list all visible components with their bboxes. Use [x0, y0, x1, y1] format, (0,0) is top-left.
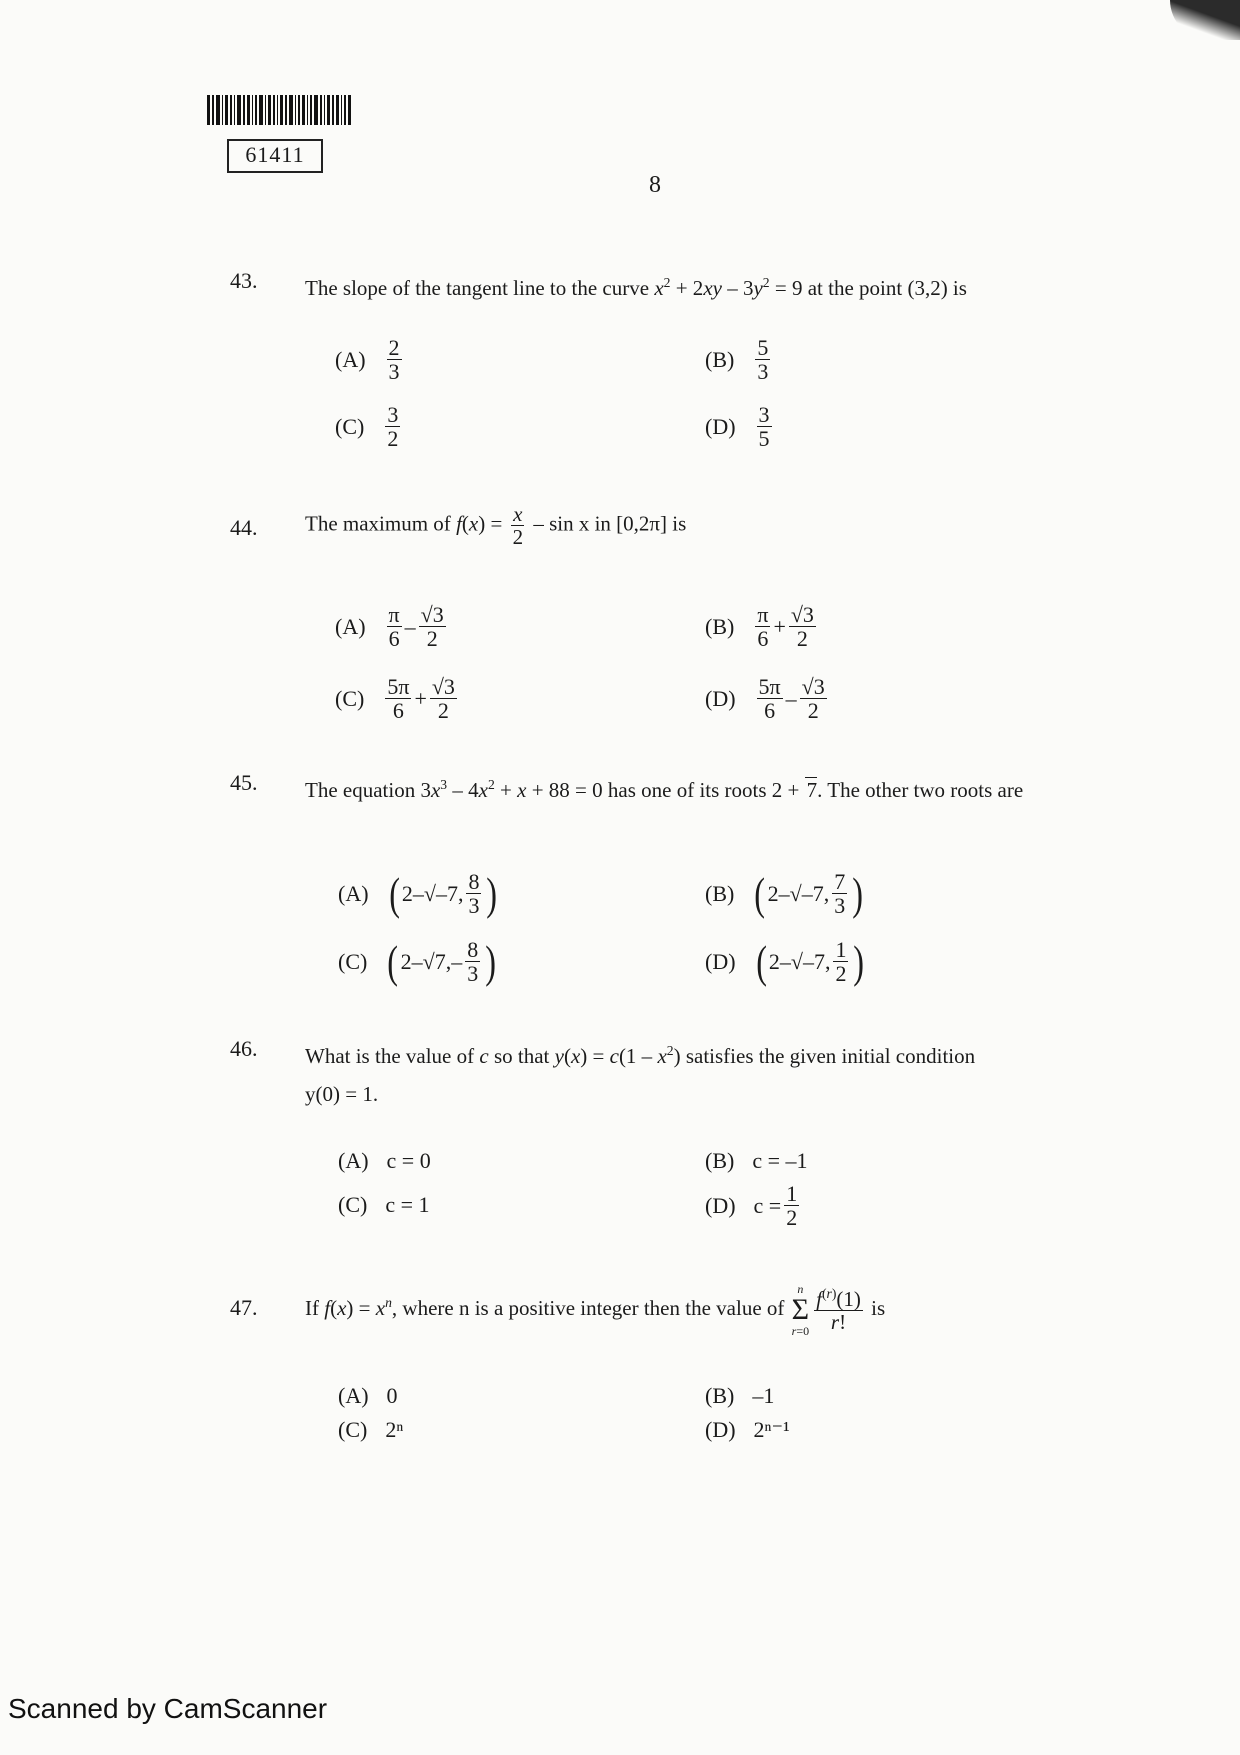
option-d[interactable]: (D) $\frac{5\pi}{6}$ – $\frac{√3}{2}$ [705, 674, 825, 724]
option-b[interactable]: (B) ( 2–√–7, $\frac{7}{3}$ ) [705, 867, 864, 919]
option-b[interactable]: (B) c = –1 [705, 1148, 808, 1173]
question-text: The maximum of f(x) = $\frac{x}{2}$ – sin x in [0,2π] is [305, 502, 687, 550]
option-c[interactable]: (C) 2ⁿ [338, 1417, 404, 1442]
option-a[interactable]: (A) $\frac{\pi}{6}$ – $\frac{√3}{2}$ [335, 602, 444, 652]
question-text: If $f(x) = x^n$, where n is a positive integer then the value of n Σ r=0 $\frac{f^{(r)}(1)}{r!}$ is [305, 1282, 886, 1338]
option-a[interactable]: (A) 0 [338, 1383, 398, 1408]
option-d[interactable]: (D) $\frac{3}{5}$ [705, 402, 770, 452]
page-corner-shadow [1170, 0, 1240, 40]
option-a[interactable]: (A) $\frac{2}{3}$ [335, 335, 400, 385]
option-b[interactable]: (B) $\frac{\pi}{6}$ + $\frac{√3}{2}$ [705, 602, 814, 652]
option-c[interactable]: (C) ( 2–√7, – $\frac{8}{3}$ ) [338, 935, 497, 987]
option-a[interactable]: (A) ( 2–√–7, $\frac{8}{3}$ ) [338, 867, 498, 919]
barcode [207, 95, 372, 125]
question-number: 47. [230, 1295, 258, 1320]
option-b[interactable]: (B) –1 [705, 1383, 775, 1408]
initial-condition: y(0) = 1. [305, 1082, 379, 1106]
question-text: The equation $3x^3 - 4x^2 + x + 88 = 0$ has one of its roots 2 + 7. The other two roots are [305, 777, 1024, 802]
question-number: 44. [230, 515, 258, 540]
scanner-watermark: Scanned by CamScanner [8, 1693, 328, 1724]
question-number: 46. [230, 1036, 258, 1061]
option-b[interactable]: (B) $\frac{5}{3}$ [705, 335, 769, 385]
question-text: The slope of the tangent line to the curve $x^2 + 2xy - 3y^2 = 9$ at the point (3,2) is [305, 275, 967, 300]
question-text: What is the value of c so that $y(x) = c(1 - x^2)$ satisfies the given initial condition [305, 1043, 976, 1068]
paper-code: 61411 [227, 139, 323, 173]
option-c[interactable]: (C) $\frac{5\pi}{6}$ + $\frac{√3}{2}$ [335, 674, 455, 724]
option-c[interactable]: (C) c = 1 [338, 1192, 430, 1217]
question-number: 43. [230, 268, 258, 293]
option-a[interactable]: (A) c = 0 [338, 1148, 431, 1173]
option-d[interactable]: (D) 2ⁿ⁻¹ [705, 1417, 790, 1442]
option-d[interactable]: (D) ( 2–√–7, $\frac{1}{2}$ ) [705, 935, 865, 987]
option-c[interactable]: (C) $\frac{3}{2}$ [335, 402, 399, 452]
page-number: 8 [649, 172, 661, 198]
question-number: 45. [230, 770, 258, 795]
option-d[interactable]: (D) c = $\frac{1}{2}$ [705, 1181, 798, 1231]
